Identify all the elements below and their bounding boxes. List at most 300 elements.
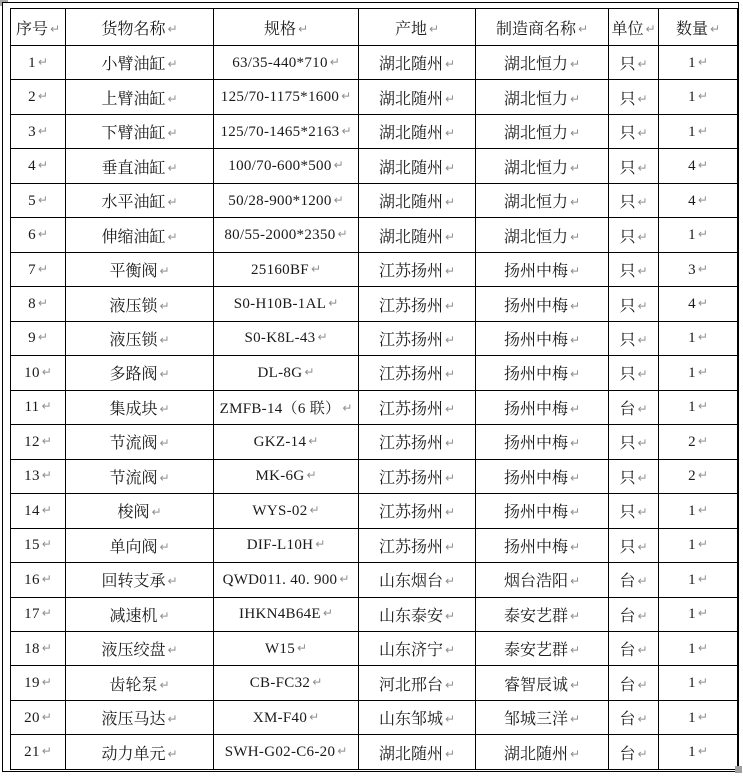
cell-text: 1: [688, 89, 696, 106]
cell-end-mark: ↵: [697, 227, 708, 242]
cell-unit[interactable]: [609, 597, 659, 631]
cell-end-mark: ↵: [428, 21, 440, 36]
table-row: [11, 149, 738, 183]
cell-unit[interactable]: [609, 149, 659, 183]
cell-text: 液压锁: [109, 331, 158, 349]
cell-manufacturer-name[interactable]: [476, 321, 609, 355]
cell-end-mark: ↵: [637, 677, 648, 692]
cell-text: W15: [264, 640, 295, 657]
cell-end-mark: ↵: [159, 298, 170, 313]
cell-specification[interactable]: [214, 425, 359, 459]
cell-serial-number[interactable]: [11, 563, 66, 597]
cell-end-mark: ↵: [329, 54, 340, 69]
cell-text: 扬州中梅: [503, 263, 568, 281]
cell-serial-number[interactable]: [11, 149, 66, 183]
cell-text: 100/70-600*500: [228, 158, 332, 175]
cell-text: 台: [619, 642, 636, 660]
cell-text: 2: [688, 433, 696, 450]
cell-text: 10: [24, 364, 40, 381]
cell-specification[interactable]: [214, 114, 359, 148]
cell-text: 江苏扬州: [378, 366, 443, 384]
cell-end-mark: ↵: [697, 399, 708, 414]
cell-origin[interactable]: [359, 631, 476, 665]
cell-text: 动力单元: [101, 745, 166, 763]
cell-text: 扬州中梅: [503, 469, 568, 487]
cell-end-mark: ↵: [159, 539, 170, 554]
cell-text: 只: [619, 469, 636, 487]
cell-origin[interactable]: [359, 252, 476, 286]
cell-end-mark: ↵: [167, 643, 178, 658]
cell-unit[interactable]: [609, 183, 659, 217]
cell-unit[interactable]: [609, 631, 659, 665]
cell-goods-name[interactable]: [66, 80, 214, 114]
cell-unit[interactable]: [609, 80, 659, 114]
cell-end-mark: ↵: [167, 57, 178, 72]
column-header-serial-number[interactable]: [11, 9, 66, 46]
cell-quantity[interactable]: [659, 563, 738, 597]
cell-end-mark: ↵: [444, 712, 456, 727]
cell-origin[interactable]: [359, 287, 476, 321]
cell-goods-name[interactable]: [66, 287, 214, 321]
cell-origin[interactable]: [359, 149, 476, 183]
cell-manufacturer-name[interactable]: [476, 631, 609, 665]
cell-text: 只: [619, 538, 636, 556]
cell-end-mark: ↵: [315, 537, 326, 552]
cell-origin[interactable]: [359, 563, 476, 597]
cell-manufacturer-name[interactable]: [476, 735, 609, 770]
cell-text: 江苏扬州: [378, 400, 443, 418]
cell-goods-name[interactable]: [66, 252, 214, 286]
cell-text: WYS-02: [252, 502, 308, 519]
column-header-specification[interactable]: [214, 9, 359, 46]
cell-goods-name[interactable]: [66, 666, 214, 700]
cell-text: 只: [619, 56, 636, 74]
cell-end-mark: ↵: [637, 229, 648, 244]
cell-end-mark: ↵: [637, 712, 648, 727]
cell-unit[interactable]: [609, 528, 659, 562]
cell-specification[interactable]: [214, 252, 359, 286]
cell-quantity[interactable]: [659, 459, 738, 493]
cell-specification[interactable]: [214, 735, 359, 770]
cell-origin[interactable]: [359, 666, 476, 700]
cell-end-mark: ↵: [41, 502, 52, 517]
cell-manufacturer-name[interactable]: [476, 459, 609, 493]
cell-unit[interactable]: [609, 321, 659, 355]
cell-unit[interactable]: [609, 494, 659, 528]
cell-serial-number[interactable]: [11, 631, 66, 665]
cell-text: 18: [24, 640, 40, 657]
cell-text: 1: [688, 227, 696, 244]
cell-origin[interactable]: [359, 597, 476, 631]
cell-end-mark: ↵: [697, 296, 708, 311]
cell-end-mark: ↵: [333, 158, 344, 173]
cell-quantity[interactable]: [659, 666, 738, 700]
cell-origin[interactable]: [359, 528, 476, 562]
cell-quantity[interactable]: [659, 80, 738, 114]
cell-end-mark: ↵: [637, 264, 648, 279]
cell-text: 下臂油缸: [101, 125, 166, 143]
cell-quantity[interactable]: [659, 735, 738, 770]
cell-origin[interactable]: [359, 321, 476, 355]
cell-text: 11: [24, 399, 40, 416]
cell-quantity[interactable]: [659, 46, 738, 80]
cell-end-mark: ↵: [697, 744, 708, 759]
cell-end-mark: ↵: [306, 468, 317, 483]
cell-origin[interactable]: [359, 80, 476, 114]
header-label: 数量: [675, 20, 708, 38]
cell-specification[interactable]: [214, 356, 359, 390]
cell-serial-number[interactable]: [11, 494, 66, 528]
cell-end-mark: ↵: [697, 709, 708, 724]
cell-end-mark: ↵: [309, 709, 320, 724]
cell-serial-number[interactable]: [11, 46, 66, 80]
cell-end-mark: ↵: [444, 91, 456, 106]
cell-specification[interactable]: [214, 80, 359, 114]
cell-end-mark: ↵: [444, 574, 456, 589]
cell-quantity[interactable]: [659, 356, 738, 390]
cell-specification[interactable]: [214, 218, 359, 252]
cell-manufacturer-name[interactable]: [476, 218, 609, 252]
cell-end-mark: ↵: [41, 468, 52, 483]
cell-specification[interactable]: [214, 700, 359, 734]
cell-end-mark: ↵: [697, 158, 708, 173]
cell-manufacturer-name[interactable]: [476, 528, 609, 562]
cell-text: 1: [688, 675, 696, 692]
cell-end-mark: ↵: [637, 574, 648, 589]
cell-text: 14: [24, 502, 40, 519]
cell-serial-number[interactable]: [11, 390, 66, 424]
table-row: [11, 114, 738, 148]
cell-end-mark: ↵: [341, 123, 352, 138]
cell-origin[interactable]: [359, 218, 476, 252]
cell-origin[interactable]: [359, 494, 476, 528]
cell-manufacturer-name[interactable]: [476, 356, 609, 390]
cell-text: 伸缩油缸: [101, 228, 166, 246]
cell-quantity[interactable]: [659, 700, 738, 734]
cell-end-mark: ↵: [49, 21, 61, 36]
cell-text: 1: [688, 123, 696, 140]
cell-text: 3: [688, 261, 696, 278]
cell-serial-number[interactable]: [11, 356, 66, 390]
cell-text: 63/35-440*710: [232, 54, 328, 71]
cell-end-mark: ↵: [697, 54, 708, 69]
cell-unit[interactable]: [609, 459, 659, 493]
cell-origin[interactable]: [359, 356, 476, 390]
cell-quantity[interactable]: [659, 321, 738, 355]
cell-end-mark: ↵: [569, 367, 581, 382]
cell-serial-number[interactable]: [11, 80, 66, 114]
cell-goods-name[interactable]: [66, 563, 214, 597]
cell-end-mark: ↵: [569, 298, 581, 313]
cell-goods-name[interactable]: [66, 149, 214, 183]
cell-text: 台: [619, 400, 636, 418]
cell-end-mark: ↵: [159, 677, 170, 692]
cell-end-mark: ↵: [159, 470, 170, 485]
cell-text: 湖北恒力: [503, 194, 568, 212]
cell-origin[interactable]: [359, 183, 476, 217]
cell-manufacturer-name[interactable]: [476, 390, 609, 424]
cell-end-mark: ↵: [697, 89, 708, 104]
cell-serial-number[interactable]: [11, 183, 66, 217]
cell-unit[interactable]: [609, 666, 659, 700]
cell-origin[interactable]: [359, 700, 476, 734]
cell-specification[interactable]: [214, 321, 359, 355]
cell-origin[interactable]: [359, 735, 476, 770]
cell-quantity[interactable]: [659, 528, 738, 562]
cell-text: 1: [688, 606, 696, 623]
cell-manufacturer-name[interactable]: [476, 252, 609, 286]
cell-goods-name[interactable]: [66, 183, 214, 217]
cell-manufacturer-name[interactable]: [476, 494, 609, 528]
cell-unit[interactable]: [609, 252, 659, 286]
cell-text: 湖北随州: [378, 56, 443, 74]
cell-goods-name[interactable]: [66, 597, 214, 631]
cell-serial-number[interactable]: [11, 287, 66, 321]
cell-text: 平衡阀: [109, 263, 158, 281]
cell-quantity[interactable]: [659, 149, 738, 183]
cell-text: 小臂油缸: [101, 56, 166, 74]
cell-text: 液压马达: [101, 711, 166, 729]
cell-goods-name[interactable]: [66, 46, 214, 80]
cell-end-mark: ↵: [322, 606, 333, 621]
cell-end-mark: ↵: [637, 367, 648, 382]
goods-table: [10, 8, 738, 770]
cell-text: 扬州中梅: [503, 504, 568, 522]
cell-end-mark: ↵: [297, 21, 309, 36]
cell-end-mark: ↵: [444, 264, 456, 279]
cell-end-mark: ↵: [637, 505, 648, 520]
cell-end-mark: ↵: [697, 571, 708, 586]
cell-serial-number[interactable]: [11, 252, 66, 286]
cell-text: 台: [619, 607, 636, 625]
cell-specification[interactable]: [214, 287, 359, 321]
cell-origin[interactable]: [359, 46, 476, 80]
cell-specification[interactable]: [214, 183, 359, 217]
cell-text: 山东烟台: [378, 573, 443, 591]
cell-serial-number[interactable]: [11, 597, 66, 631]
cell-end-mark: ↵: [569, 677, 581, 692]
cell-text: 只: [619, 504, 636, 522]
cell-end-mark: ↵: [697, 606, 708, 621]
table-row: [11, 735, 738, 770]
cell-quantity[interactable]: [659, 631, 738, 665]
cell-text: 扬州中梅: [503, 297, 568, 315]
cell-manufacturer-name[interactable]: [476, 563, 609, 597]
cell-text: 湖北恒力: [503, 90, 568, 108]
cell-text: 节流阀: [109, 469, 158, 487]
cell-manufacturer-name[interactable]: [476, 287, 609, 321]
cell-text: 2: [688, 468, 696, 485]
cell-end-mark: ↵: [37, 227, 48, 242]
cell-goods-name[interactable]: [66, 700, 214, 734]
cell-end-mark: ↵: [637, 160, 648, 175]
cell-end-mark: ↵: [637, 332, 648, 347]
cell-unit[interactable]: [609, 356, 659, 390]
cell-serial-number[interactable]: [11, 459, 66, 493]
cell-quantity[interactable]: [659, 114, 738, 148]
cell-end-mark: ↵: [310, 261, 321, 276]
cell-text: 只: [619, 194, 636, 212]
cell-text: 回转支承: [101, 573, 166, 591]
cell-text: 只: [619, 331, 636, 349]
cell-manufacturer-name[interactable]: [476, 149, 609, 183]
cell-unit[interactable]: [609, 735, 659, 770]
cell-unit[interactable]: [609, 114, 659, 148]
cell-unit[interactable]: [609, 390, 659, 424]
cell-end-mark: ↵: [444, 229, 456, 244]
cell-text: 1: [688, 330, 696, 347]
cell-specification[interactable]: [214, 528, 359, 562]
cell-goods-name[interactable]: [66, 631, 214, 665]
cell-text: 15: [24, 537, 40, 554]
cell-specification[interactable]: [214, 459, 359, 493]
cell-origin[interactable]: [359, 459, 476, 493]
cell-end-mark: ↵: [645, 21, 656, 36]
cell-quantity[interactable]: [659, 390, 738, 424]
cell-end-mark: ↵: [444, 746, 456, 761]
cell-text: 扬州中梅: [503, 435, 568, 453]
cell-text: DL-8G: [257, 364, 303, 381]
cell-text: 4: [688, 158, 696, 175]
cell-serial-number[interactable]: [11, 218, 66, 252]
cell-serial-number[interactable]: [11, 425, 66, 459]
column-header-origin[interactable]: [359, 9, 476, 46]
cell-end-mark: ↵: [697, 537, 708, 552]
cell-text: 21: [24, 744, 40, 761]
cell-text: 4: [28, 158, 36, 175]
cell-goods-name[interactable]: [66, 114, 214, 148]
cell-manufacturer-name[interactable]: [476, 183, 609, 217]
cell-manufacturer-name[interactable]: [476, 666, 609, 700]
cell-goods-name[interactable]: [66, 218, 214, 252]
cell-goods-name[interactable]: [66, 494, 214, 528]
cell-end-mark: ↵: [41, 675, 52, 690]
cell-text: S0-H10B-1AL: [233, 296, 327, 313]
cell-goods-name[interactable]: [66, 356, 214, 390]
header-label: 制造商名称: [495, 20, 576, 38]
column-header-quantity[interactable]: [659, 9, 738, 46]
cell-manufacturer-name[interactable]: [476, 597, 609, 631]
cell-text: 上臂油缸: [101, 90, 166, 108]
cell-end-mark: ↵: [159, 436, 170, 451]
cell-end-mark: ↵: [167, 574, 178, 589]
cell-text: 泰安艺群: [503, 607, 568, 625]
cell-end-mark: ↵: [41, 399, 52, 414]
table-row: [11, 631, 738, 665]
table-row: [11, 321, 738, 355]
cell-origin[interactable]: [359, 114, 476, 148]
cell-end-mark: ↵: [444, 195, 456, 210]
cell-quantity[interactable]: [659, 218, 738, 252]
cell-quantity[interactable]: [659, 183, 738, 217]
cell-text: 1: [688, 399, 696, 416]
cell-specification[interactable]: [214, 149, 359, 183]
cell-serial-number[interactable]: [11, 666, 66, 700]
cell-quantity[interactable]: [659, 425, 738, 459]
cell-unit[interactable]: [609, 287, 659, 321]
cell-specification[interactable]: [214, 597, 359, 631]
cell-end-mark: ↵: [159, 264, 170, 279]
cell-manufacturer-name[interactable]: [476, 700, 609, 734]
cell-goods-name[interactable]: [66, 528, 214, 562]
cell-unit[interactable]: [609, 700, 659, 734]
cell-serial-number[interactable]: [11, 114, 66, 148]
cell-text: 邹城三洋: [503, 711, 568, 729]
cell-end-mark: ↵: [37, 123, 48, 138]
cell-text: 液压绞盘: [101, 642, 166, 660]
cell-text: 7: [28, 261, 36, 278]
table-row: [11, 700, 738, 734]
cell-unit[interactable]: [609, 425, 659, 459]
header-label: 单位: [611, 20, 644, 38]
cell-unit[interactable]: [609, 563, 659, 597]
cell-manufacturer-name[interactable]: [476, 425, 609, 459]
cell-serial-number[interactable]: [11, 528, 66, 562]
cell-specification[interactable]: [214, 46, 359, 80]
cell-end-mark: ↵: [41, 606, 52, 621]
cell-text: 集成块: [109, 400, 158, 418]
table-row: [11, 528, 738, 562]
cell-goods-name[interactable]: [66, 425, 214, 459]
table-row: [11, 390, 738, 424]
cell-manufacturer-name[interactable]: [476, 46, 609, 80]
cell-text: 1: [688, 54, 696, 71]
cell-text: 扬州中梅: [503, 538, 568, 556]
cell-text: 80/55-2000*2350: [224, 227, 336, 244]
cell-manufacturer-name[interactable]: [476, 80, 609, 114]
cell-specification[interactable]: [214, 563, 359, 597]
cell-quantity[interactable]: [659, 597, 738, 631]
column-header-unit[interactable]: [609, 9, 659, 46]
cell-unit[interactable]: [609, 46, 659, 80]
cell-end-mark: ↵: [637, 57, 648, 72]
cell-goods-name[interactable]: [66, 390, 214, 424]
cell-end-mark: ↵: [328, 296, 339, 311]
cell-specification[interactable]: [214, 390, 359, 424]
cell-goods-name[interactable]: [66, 735, 214, 770]
cell-end-mark: ↵: [312, 675, 323, 690]
column-header-goods-name[interactable]: [66, 9, 214, 46]
cell-origin[interactable]: [359, 425, 476, 459]
cell-text: 8: [28, 296, 36, 313]
cell-specification[interactable]: [214, 666, 359, 700]
cell-unit[interactable]: [609, 218, 659, 252]
cell-goods-name[interactable]: [66, 459, 214, 493]
cell-goods-name[interactable]: [66, 321, 214, 355]
cell-end-mark: ↵: [444, 298, 456, 313]
table-row: [11, 666, 738, 700]
cell-text: 减速机: [109, 607, 158, 625]
table-row: [11, 425, 738, 459]
cell-origin[interactable]: [359, 390, 476, 424]
cell-text: GKZ-14: [253, 433, 307, 450]
cell-quantity[interactable]: [659, 494, 738, 528]
cell-text: 13: [24, 468, 40, 485]
table-resize-handle[interactable]: [735, 766, 742, 773]
cell-text: CB-FC32: [249, 675, 311, 692]
column-header-manufacturer-name[interactable]: [476, 9, 609, 46]
cell-manufacturer-name[interactable]: [476, 114, 609, 148]
cell-specification[interactable]: [214, 494, 359, 528]
cell-serial-number[interactable]: [11, 700, 66, 734]
cell-quantity[interactable]: [659, 287, 738, 321]
cell-specification[interactable]: [214, 631, 359, 665]
cell-quantity[interactable]: [659, 252, 738, 286]
cell-serial-number[interactable]: [11, 735, 66, 770]
cell-end-mark: ↵: [444, 643, 456, 658]
cell-end-mark: ↵: [37, 296, 48, 311]
cell-serial-number[interactable]: [11, 321, 66, 355]
